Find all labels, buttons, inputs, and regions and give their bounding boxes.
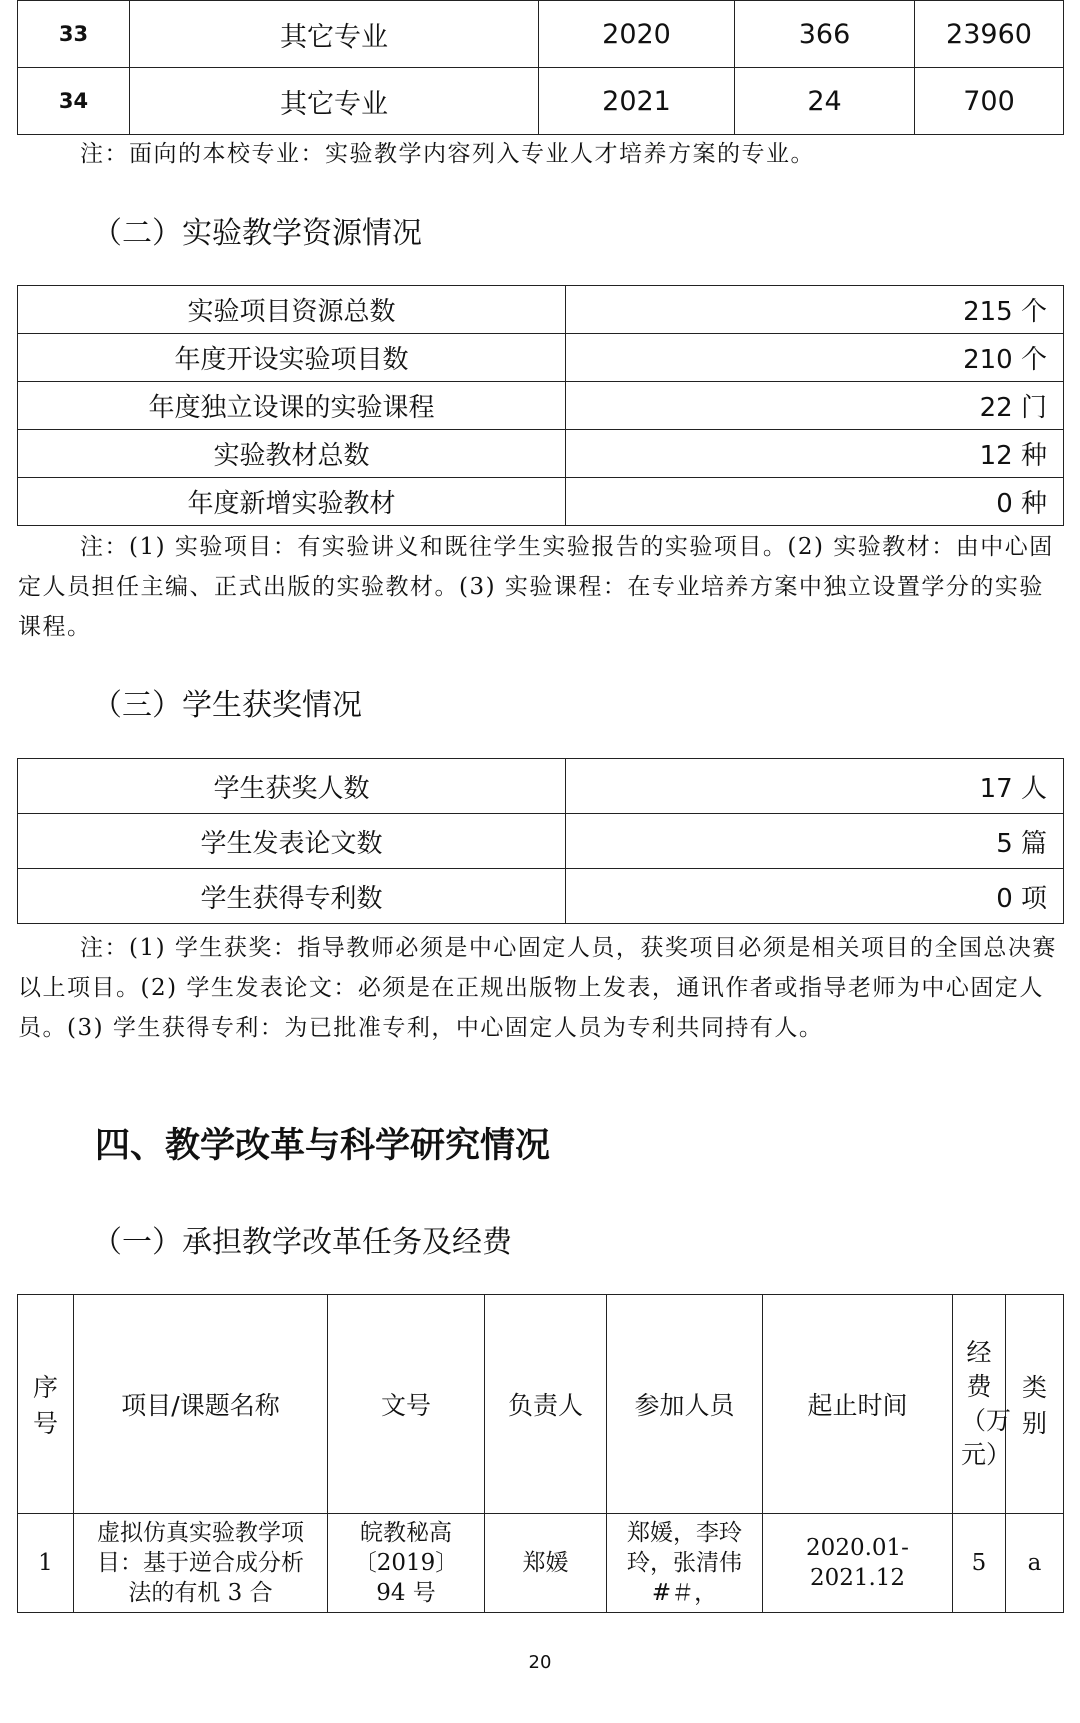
year: 2021 <box>539 68 735 135</box>
header-no: 序号 <box>18 1295 74 1514</box>
award-label: 学生获得专利数 <box>18 869 566 924</box>
majors-note: 注：面向的本校专业：实验教学内容列入专业人才培养方案的专业。 <box>80 141 815 167</box>
resource-value: 210 个 <box>566 334 1064 382</box>
awards-heading: （三）学生获奖情况 <box>92 688 362 723</box>
row-number: 33 <box>18 1 130 68</box>
table-row <box>18 759 1064 814</box>
reform-table <box>17 1294 1064 1613</box>
resource-value: 22 门 <box>566 382 1064 430</box>
reform-heading: （一）承担教学改革任务及经费 <box>92 1225 512 1260</box>
resource-value: 12 种 <box>566 430 1064 478</box>
table-row <box>18 382 1064 430</box>
project-type: a <box>1006 1514 1064 1613</box>
year: 2020 <box>539 1 735 68</box>
project-period: 2020.01-2021.12 <box>763 1514 953 1613</box>
table-row <box>18 334 1064 382</box>
header-funds: 经费（万元） <box>953 1295 1006 1514</box>
project-members: 郑媛，李玲玲，张清伟#＃， <box>607 1514 763 1613</box>
table-header-row <box>18 1295 1064 1514</box>
project-funds: 5 <box>953 1514 1006 1613</box>
resource-value: 215 个 <box>566 286 1064 334</box>
resources-table <box>17 285 1064 526</box>
table-row <box>18 1514 1064 1613</box>
hours: 700 <box>915 68 1064 135</box>
awards-table <box>17 758 1064 924</box>
count: 24 <box>735 68 915 135</box>
majors-table <box>17 0 1064 135</box>
table-row <box>18 1 1064 68</box>
hours: 23960 <box>915 1 1064 68</box>
section-title: 四、教学改革与科学研究情况 <box>95 1126 551 1166</box>
row-number: 34 <box>18 68 130 135</box>
count: 366 <box>735 1 915 68</box>
resource-label: 实验项目资源总数 <box>18 286 566 334</box>
project-leader: 郑媛 <box>485 1514 607 1613</box>
resource-value: 0 种 <box>566 478 1064 526</box>
table-row <box>18 68 1064 135</box>
resource-label: 年度开设实验项目数 <box>18 334 566 382</box>
resource-label: 年度独立设课的实验课程 <box>18 382 566 430</box>
table-row <box>18 430 1064 478</box>
table-row <box>18 286 1064 334</box>
major-name: 其它专业 <box>130 68 539 135</box>
table-row <box>18 814 1064 869</box>
project-no: 1 <box>18 1514 74 1613</box>
project-doc: 皖教秘高〔2019〕94 号 <box>328 1514 485 1613</box>
header-leader: 负责人 <box>485 1295 607 1514</box>
award-value: 17 人 <box>566 759 1064 814</box>
page-number: 20 <box>528 1652 552 1673</box>
award-label: 学生发表论文数 <box>18 814 566 869</box>
header-type: 类别 <box>1006 1295 1064 1514</box>
table-row <box>18 869 1064 924</box>
resource-label: 年度新增实验教材 <box>18 478 566 526</box>
major-name: 其它专业 <box>130 1 539 68</box>
resources-note: 注：(1) 实验项目：有实验讲义和既往学生实验报告的实验项目。(2) 实验教材：由中心固定人员担任主编、正式出版的实验教材。(3) 实验课程：在专业培养方案中独立设置学分的实验课程。 <box>18 534 1054 640</box>
awards-note: 注：(1) 学生获奖：指导教师必须是中心固定人员，获奖项目必须是相关项目的全国总决赛以上项目。(2) 学生发表论文：必须是在正规出版物上发表，通讯作者或指导老师为中心固定人员。(3) 学生获得专利：为已批准专利，中心固定人员为专利共同持有人。 <box>18 935 1057 1041</box>
header-doc: 文号 <box>328 1295 485 1514</box>
header-members: 参加人员 <box>607 1295 763 1514</box>
award-label: 学生获奖人数 <box>18 759 566 814</box>
resources-heading: （二）实验教学资源情况 <box>92 216 422 251</box>
table-row <box>18 478 1064 526</box>
resource-label: 实验教材总数 <box>18 430 566 478</box>
header-period: 起止时间 <box>763 1295 953 1514</box>
project-name: 虚拟仿真实验教学项目：基于逆合成分析法的有机 3 合 <box>74 1514 328 1613</box>
award-value: 0 项 <box>566 869 1064 924</box>
header-name: 项目/课题名称 <box>74 1295 328 1514</box>
award-value: 5 篇 <box>566 814 1064 869</box>
